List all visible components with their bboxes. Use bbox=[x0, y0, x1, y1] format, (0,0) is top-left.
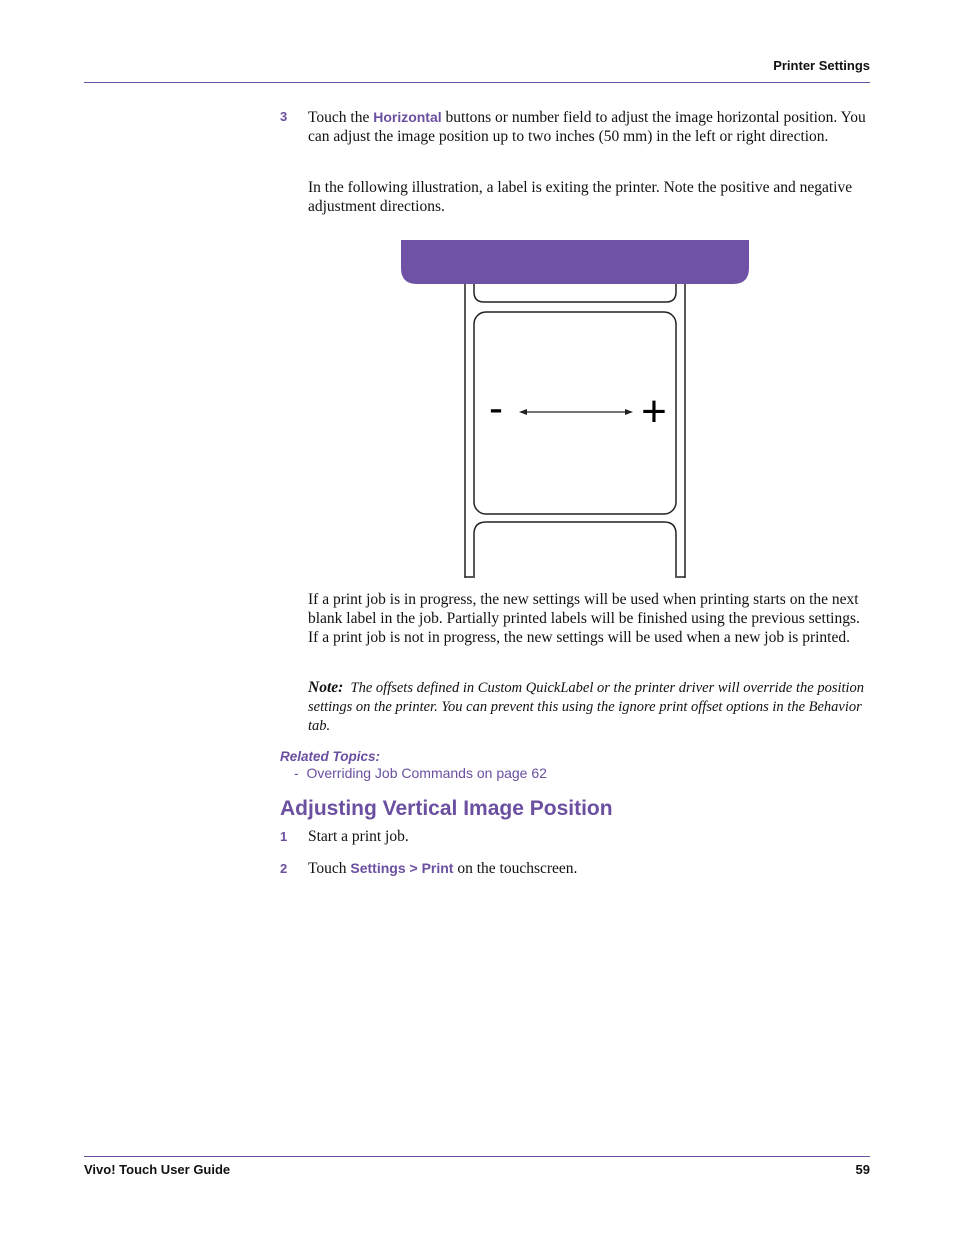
overriding-job-commands-link[interactable]: Overriding Job Commands on page 62 bbox=[306, 765, 547, 781]
footer-guide-title: Vivo! Touch User Guide bbox=[84, 1162, 231, 1177]
note-block bbox=[308, 678, 870, 736]
step-2-number: 2 bbox=[280, 861, 288, 876]
step-2-text bbox=[308, 859, 870, 878]
printer-exit-bar bbox=[401, 240, 749, 284]
footer-rule bbox=[84, 1156, 870, 1157]
previous-label bbox=[474, 284, 676, 302]
section-heading: Adjusting Vertical Image Position bbox=[280, 797, 613, 820]
illustration-intro: In the following illustration, a label is exiting the printer. Note the positive and negative adjustment directions. bbox=[308, 179, 853, 215]
step-3-number: 3 bbox=[280, 109, 288, 124]
related-topic-bullet: - bbox=[294, 765, 299, 781]
settings-print-keyword: Settings > Print bbox=[350, 860, 454, 876]
label-exit-illustration bbox=[395, 236, 755, 582]
progress-paragraph: If a print job is in progress, the new settings will be used when printing starts on the next blank label in the job. Partially printed labels will be finished using the previous settings. If a print job is not in progress, the new settings will be used when a new job is printed. bbox=[308, 591, 860, 646]
footer-page-number: 59 bbox=[855, 1162, 870, 1177]
step-2-text-before: Touch bbox=[308, 860, 351, 877]
horizontal-keyword: Horizontal bbox=[373, 109, 442, 125]
step-3-text-after: buttons or number field to adjust the image horizontal position. You can adjust the image position up to two inches (50 mm) in the left or right direction. bbox=[308, 109, 866, 145]
related-topic-item[interactable] bbox=[294, 765, 547, 781]
running-header: Printer Settings bbox=[773, 58, 870, 73]
header-rule bbox=[84, 82, 870, 83]
positive-direction-label: + bbox=[641, 387, 667, 436]
note-label: Note: bbox=[308, 679, 344, 696]
next-label bbox=[474, 522, 676, 578]
note-text: The offsets defined in Custom QuickLabel or the printer driver will override the position settings on the printer. You can prevent this using the ignore print offset options in the Behavior tab. bbox=[308, 680, 865, 734]
step-1-text: Start a print job. bbox=[308, 828, 409, 845]
step-3-text-before: Touch the bbox=[308, 109, 374, 126]
step-2-text-after: on the touchscreen. bbox=[453, 860, 578, 877]
step-3-text bbox=[308, 108, 870, 146]
negative-direction-label: - bbox=[489, 384, 503, 431]
step-1-number: 1 bbox=[280, 829, 288, 844]
related-topics-heading: Related Topics: bbox=[280, 749, 381, 764]
